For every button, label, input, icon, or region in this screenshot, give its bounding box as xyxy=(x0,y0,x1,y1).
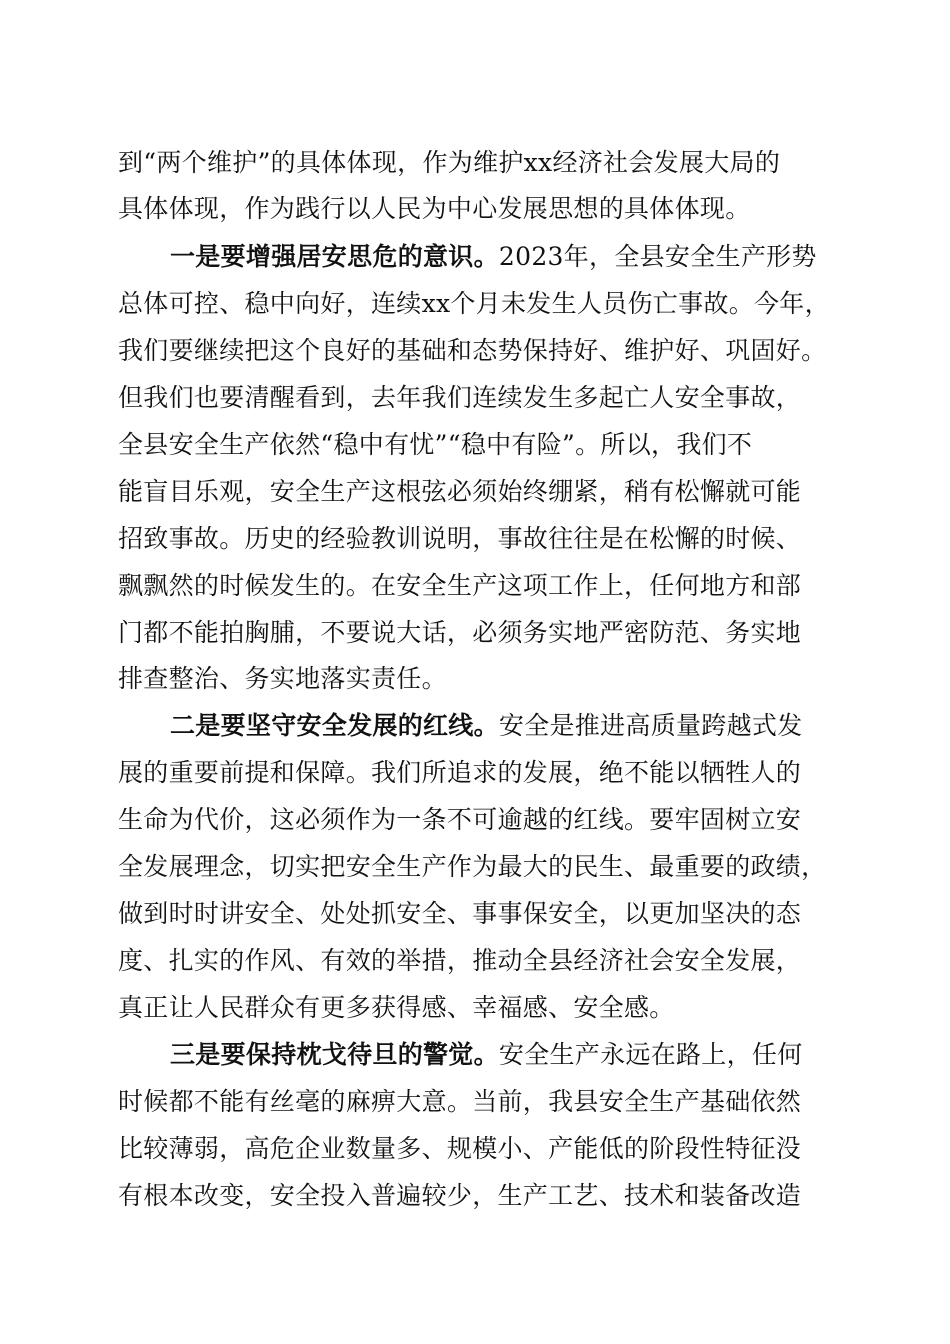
text-line: 总体可控、稳中向好，连续xx个月未发生人员伤亡事故。今年， xyxy=(118,289,830,318)
paragraph-1-text: 2023年，全县安全生产形势 xyxy=(498,242,817,271)
text-line: 能盲目乐观，安全生产这根弦必须始终绷紧，稍有松懈就可能 xyxy=(118,477,802,506)
text-line: 门都不能拍胸脯，不要说大话，必须务实地严密防范、务实地 xyxy=(118,618,802,647)
text-line: 做到时时讲安全、处处抓安全、事事保安全，以更加坚决的态 xyxy=(118,899,802,928)
paragraph-3-first-line xyxy=(170,1040,803,1070)
text-line: 时候都不能有丝毫的麻痹大意。当前，我县安全生产基础依然 xyxy=(118,1087,802,1116)
paragraph-3-text: 安全生产永远在路上，任何 xyxy=(498,1040,803,1069)
text-line: 有根本改变，安全投入普遍较少，生产工艺、技术和装备改造 xyxy=(118,1181,802,1210)
text-line: 真正让人民群众有更多获得感、幸福感、安全感。 xyxy=(118,993,675,1022)
text-line: 排查整治、务实地落实责任。 xyxy=(118,664,447,693)
text-line: 度、扎实的作风、有效的举措，推动全县经济社会安全发展， xyxy=(118,946,802,975)
text-line: 展的重要前提和保障。我们所追求的发展，绝不能以牺牲人的 xyxy=(118,758,802,787)
paragraph-1-first-line xyxy=(170,242,817,272)
text-line: 招致事故。历史的经验教训说明，事故往往是在松懈的时候、 xyxy=(118,524,802,553)
text-line: 具体体现，作为践行以人民为中心发展思想的具体体现。 xyxy=(118,194,751,223)
paragraph-2-text: 安全是推进高质量跨越式发 xyxy=(498,711,803,740)
text-line: 全发展理念，切实把安全生产作为最大的民生、最重要的政绩， xyxy=(118,852,827,881)
text-line: 生命为代价，这必须作为一条不可逾越的红线。要牢固树立安 xyxy=(118,805,802,834)
text-line: 全县安全生产依然“稳中有忧”“稳中有险”。所以，我们不 xyxy=(118,430,753,459)
paragraph-1-lead: 一是要增强居安思危的意识。 xyxy=(170,242,499,271)
text-line: 我们要继续把这个良好的基础和态势保持好、维护好、巩固好。 xyxy=(118,336,827,365)
text-line: 比较薄弱，高危企业数量多、规模小、产能低的阶段性特征没 xyxy=(118,1134,802,1163)
text-line: 到“两个维护”的具体体现，作为维护xx经济社会发展大局的 xyxy=(118,148,781,177)
paragraph-2-lead: 二是要坚守安全发展的红线。 xyxy=(170,711,499,740)
paragraph-3-lead: 三是要保持枕戈待旦的警觉。 xyxy=(170,1040,499,1069)
text-line: 但我们也要清醒看到，去年我们连续发生多起亡人安全事故， xyxy=(118,383,802,412)
text-line: 飘飘然的时候发生的。在安全生产这项工作上，任何地方和部 xyxy=(118,571,802,600)
paragraph-2-first-line xyxy=(170,711,803,741)
